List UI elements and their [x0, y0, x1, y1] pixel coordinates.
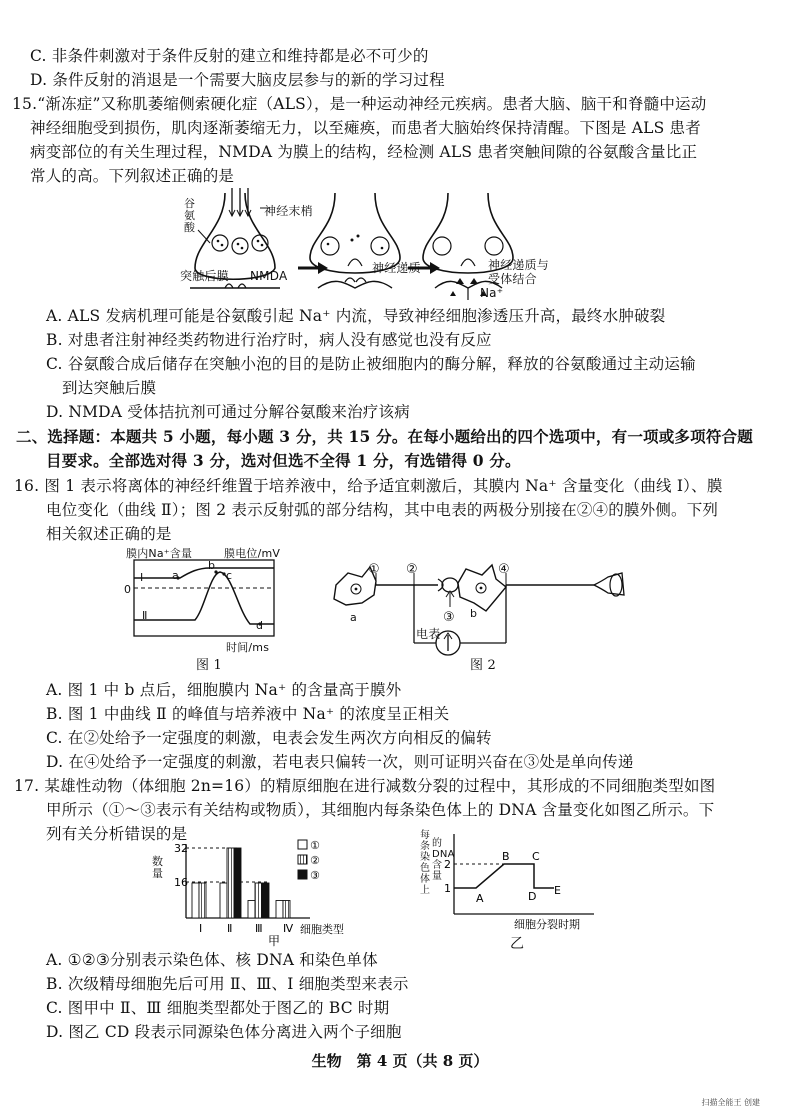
- q14-option-d: D. 条件反射的消退是一个需要大脑皮层参与的新的学习过程: [30, 71, 445, 89]
- legend-2: ②: [310, 854, 320, 867]
- yi-point-c: C: [532, 850, 540, 863]
- yi-ylabel-1: 每条染色体上: [420, 830, 431, 896]
- fig1-y-left-label: 膜内Na⁺含量: [126, 547, 193, 560]
- yi-point-b: B: [502, 850, 510, 863]
- label-glutamate: 谷氨酸: [184, 197, 196, 234]
- label-nerve-ending: 神经末梢: [264, 204, 313, 218]
- ytick-16: 16: [174, 876, 188, 889]
- legend-3: ③: [310, 869, 320, 882]
- fig1-caption: 图 1: [196, 658, 223, 673]
- q15-stem-line4: 常人的高。下列叙述正确的是: [30, 167, 235, 185]
- chart-yi-title: 乙: [510, 936, 525, 952]
- fig2-caption: 图 2: [470, 658, 497, 673]
- fig1-curve-I-label: Ⅰ: [140, 571, 144, 584]
- section2-header-line1: 二、选择题：本题共 5 小题，每小题 3 分，共 15 分。在每小题给出的四个选项中，有一项或多项符合题: [16, 427, 753, 446]
- bar-Ⅰ-series2: [199, 883, 206, 918]
- fig2-point-2: ②: [406, 562, 418, 577]
- fig1-point-a: a: [172, 569, 179, 582]
- fig1-curve-II-label: Ⅱ: [142, 609, 148, 622]
- section2-header-line2: 目要求。全部选对得 3 分，选对但选不全得 1 分，有选错得 0 分。: [46, 451, 521, 470]
- scanner-watermark: 扫描全能王 创建: [701, 1098, 760, 1107]
- yi-point-d: D: [528, 890, 537, 903]
- q15-option-d: D. NMDA 受体拮抗剂可通过分解谷氨酸来治疗该病: [46, 403, 410, 421]
- yi-y2: 2: [444, 858, 451, 871]
- q16-stem-line2: 电位变化（曲线 Ⅱ）；图 2 表示反射弧的部分结构，其中电表的两极分别接在②④的膜外侧。下列: [46, 501, 719, 519]
- fig1-zero-label: 0: [124, 583, 132, 596]
- bar-Ⅲ-series2: [255, 883, 262, 918]
- xtick-1: Ⅰ: [199, 922, 203, 935]
- q16-option-d: D. 在④处给予一定强度的刺激，若电表只偏转一次，则可证明兴奋在③处是单向传递: [46, 753, 634, 771]
- bar-Ⅱ-series2: [227, 848, 234, 918]
- chart-jia: [150, 838, 370, 948]
- q15-stem-line3: 病变部位的有关生理过程，NMDA 为膜上的结构，经检测 ALS 患者突触间隙的谷氨酸含量比正: [30, 143, 698, 161]
- q14-option-c: C. 非条件刺激对于条件反射的建立和维持都是必不可少的: [30, 47, 429, 65]
- bar-Ⅲ-series3: [262, 883, 269, 918]
- q16-stem-line3: 相关叙述正确的是: [46, 525, 172, 543]
- q16-stem-line1: 16. 图 1 表示将离体的神经纤维置于培养液中，给予适宜刺激后，其膜内 Na⁺ 含量变化（曲线 Ⅰ）、膜: [14, 477, 723, 495]
- bar-Ⅲ-series1: [248, 901, 255, 919]
- fig1-point-b: b: [208, 559, 216, 572]
- bar-Ⅱ-series1: [220, 883, 227, 918]
- chart-jia-xlabel: 细胞类型: [300, 923, 344, 936]
- fig2-cell-b: b: [470, 607, 478, 620]
- fig2-point-3: ③: [443, 610, 455, 625]
- xtick-2: Ⅱ: [227, 922, 233, 935]
- label-na-ion: Na⁺: [480, 286, 504, 300]
- ytick-32: 32: [174, 842, 188, 855]
- q15-option-c-line1: C. 谷氨酸合成后储存在突触小泡的目的是防止被细胞内的酶分解，释放的谷氨酸通过主动运输: [46, 355, 696, 373]
- q16-option-a: A. 图 1 中 b 点后，细胞膜内 Na⁺ 的含量高于膜外: [46, 681, 402, 699]
- chart-jia-ylabel: 数量: [152, 855, 164, 880]
- bar-Ⅳ-series2: [283, 901, 290, 919]
- fig2-point-4: ④: [498, 562, 510, 577]
- fig1-x-label: 时间/ms: [226, 641, 270, 654]
- curve-I: [134, 568, 274, 578]
- q17-option-b: B. 次级精母细胞先后可用 Ⅱ、Ⅲ、Ⅰ 细胞类型来表示: [46, 975, 409, 993]
- q17-option-d: D. 图乙 CD 段表示同源染色体分离进入两个子细胞: [46, 1023, 402, 1041]
- yi-y1: 1: [444, 882, 451, 895]
- q15-option-b: B. 对患者注射神经类药物进行治疗时，病人没有感觉也没有反应: [46, 331, 492, 349]
- q17-stem-line3: 列有关分析错误的是: [46, 825, 188, 843]
- dna-curve: [454, 864, 554, 888]
- q16-option-c: C. 在②处给予一定强度的刺激，电表会发生两次方向相反的偏转: [46, 729, 492, 747]
- bar-Ⅱ-series3: [234, 848, 241, 918]
- fig2-cell-a: a: [350, 611, 357, 624]
- curve-II: [134, 572, 274, 624]
- yi-xlabel: 细胞分裂时期: [514, 918, 580, 931]
- q16-option-b: B. 图 1 中曲线 Ⅱ 的峰值与培养液中 Na⁺ 的浓度呈正相关: [46, 705, 450, 723]
- label-postsynaptic-membrane: 突触后膜: [180, 269, 229, 283]
- q15-stem-line2: 神经细胞受到损伤，肌肉逐渐萎缩无力，以至瘫痪，而患者大脑始终保持清醒。下图是 ALS 患者: [30, 119, 701, 137]
- label-bind-line1: 神经递质与: [488, 258, 550, 272]
- q15-stem-line1: 15.“渐冻症”又称肌萎缩侧索硬化症（ALS），是一种运动神经元疾病。患者大脑、脑干和脊髓中运动: [12, 95, 707, 113]
- q16-figure1: [120, 548, 320, 658]
- legend-1: ①: [310, 839, 320, 852]
- q17-option-c: C. 图甲中 Ⅱ、Ⅲ 细胞类型都处于图乙的 BC 时期: [46, 999, 390, 1017]
- fig2-meter-label: 电表: [416, 627, 441, 641]
- yi-point-a: A: [476, 892, 484, 905]
- bar-Ⅳ-series1: [276, 901, 283, 919]
- q17-stem-line1: 17. 某雄性动物（体细胞 2n=16）的精原细胞在进行减数分裂的过程中，其形成的不同细胞类型如图: [14, 777, 716, 795]
- page-footer: 生物 第 4 页（共 8 页）: [311, 1052, 489, 1070]
- q15-option-a: A. ALS 发病机理可能是谷氨酸引起 Na⁺ 内流，导致神经细胞渗透压升高，最终水肿破裂: [46, 307, 666, 325]
- fig2-point-1: ①: [368, 562, 380, 577]
- yi-ylabel-2: 的DNA含量: [432, 838, 455, 882]
- bar-Ⅰ-series1: [192, 883, 199, 918]
- chart-jia-title: 甲: [268, 934, 281, 948]
- q17-option-a: A. ①②③分别表示染色体、核 DNA 和染色单体: [46, 951, 378, 969]
- fig1-point-c: c: [226, 569, 233, 582]
- q15-option-c-line2: 到达突触后膜: [62, 379, 157, 397]
- xtick-3: Ⅲ: [255, 922, 263, 935]
- fig1-y-right-label: 膜电位/mV: [224, 547, 281, 560]
- label-bind-line2: 受体结合: [488, 272, 537, 286]
- yi-point-e: E: [554, 884, 561, 897]
- xtick-4: Ⅳ: [283, 922, 294, 935]
- q17-stem-line2: 甲所示（①～③表示有关结构或物质），其细胞内每条染色体上的 DNA 含量变化如图乙所示。下: [46, 801, 715, 819]
- label-nmda: NMDA: [250, 269, 288, 283]
- label-neurotransmitter: 神经递质: [372, 261, 421, 275]
- fig1-point-d: d: [256, 619, 264, 632]
